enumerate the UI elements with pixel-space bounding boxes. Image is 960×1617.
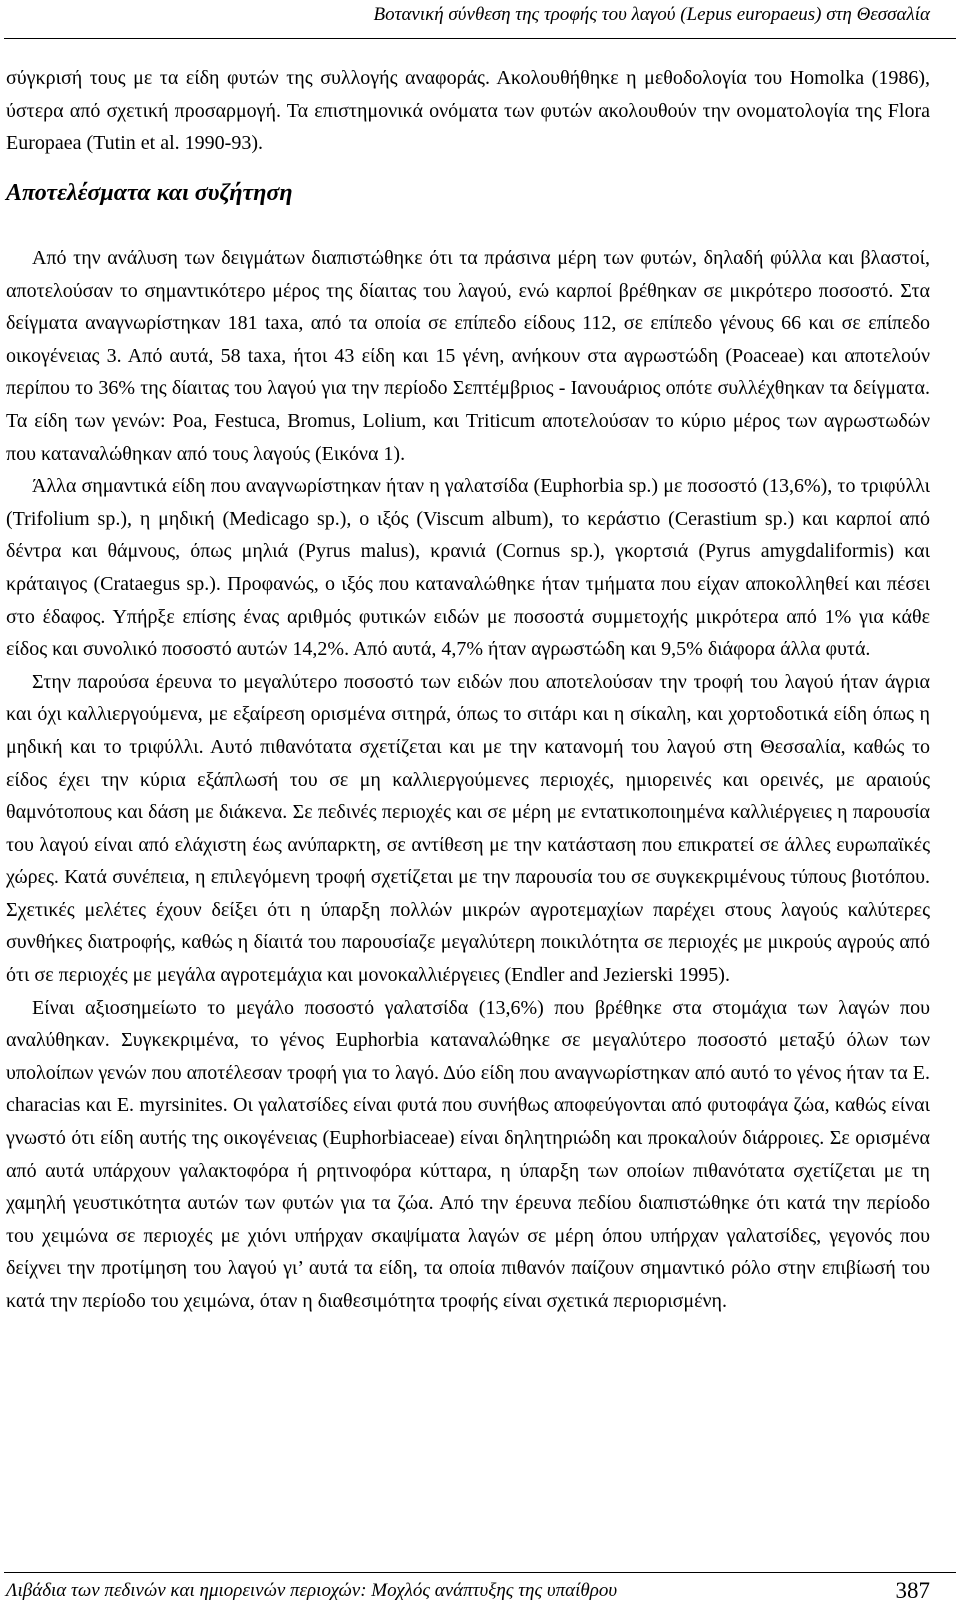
intro-paragraph: σύγκρισή τους με τα είδη φυτών της συλλογής αναφοράς. Ακολουθήθηκε η μεθοδολογία του Homolka (1986), ύστερα από σχετική προσαρμογή. Τα επιστημονικά ονόματα των φυτών ακολουθούν την ονοματολογία της Flora Europaea (Tutin et al. 1990-93).: [6, 67, 930, 155]
running-footer: Λιβάδια των πεδινών και ημιορεινών περιοχών: Μοχλός ανάπτυξης της υπαίθρου: [6, 1580, 618, 1601]
running-header: Βοτανική σύνθεση της τροφής του λαγού (Lepus europaeus) στη Θεσσαλία: [373, 4, 930, 25]
page-number: 387: [895, 1578, 930, 1603]
header-divider: [4, 38, 956, 39]
paragraph-1: Από την ανάλυση των δειγμάτων διαπιστώθηκε ότι τα πράσινα μέρη των φυτών, δηλαδή φύλλα και βλαστοί, αποτελούσαν το σημαντικότερο μέρος της δίαιτας του λαγού, ενώ καρποί βρέθηκαν σε μικρότερο ποσοστό. Στα δείγματα αναγνωρίστηκαν 181 taxa, από τα οποία σε επίπεδο είδους 112, σε επίπεδο γένους 66 και σε επίπεδο οικογένειας 3. Από αυτά, 58 taxa, ήτοι 43 είδη και 15 γένη, ανήκουν στα αγρωστώδη (Poaceae) και αποτελούν περίπου το 36% της δίαιτας του λαγού για την περίοδο Σεπτέμβριος - Ιανουάριος οπότε συλλέχθηκαν τα δείγματα. Τα είδη των γενών: Poa, Festuca, Bromus, Lolium, και Triticum αποτελούσαν το κύριο μέρος των αγρωστωδών που καταναλώθηκαν από τους λαγούς (Εικόνα 1).: [6, 247, 930, 465]
footer-divider: [4, 1572, 956, 1573]
paragraph-3: Στην παρούσα έρευνα το μεγαλύτερο ποσοστό των ειδών που αποτελούσαν την τροφή του λαγού ήταν άγρια και όχι καλλιεργούμενα, με εξαίρεση ορισμένα σιτηρά, όπως το σιτάρι και η σίκαλη, και χορτοδοτικά είδη όπως η μηδική και το τριφύλλι. Αυτό πιθανότατα σχετίζεται και με την κατανομή του λαγού στη Θεσσαλία, καθώς το είδος έχει την κύρια εξάπλωσή του σε μη καλλιεργούμενες περιοχές, ημιορεινές και ορεινές, με αραιούς θαμνότοπους και δάση με διάκενα. Σε πεδινές περιοχές και σε μέρη με εντατικοποιημένα καλλιέργειες η παρουσία του λαγού είναι από ελάχιστη έως ανύπαρκτη, σε αντίθεση με την κατάσταση που επικρατεί σε άλλες ευρωπαϊκές χώρες. Κατά συνέπεια, η επιλεγόμενη τροφή σχετίζεται με την παρουσία του σε συγκεκριμένους τύπους βιοτόπου. Σχετικές μελέτες έχουν δείξει ότι η ύπαρξη πολλών μικρών αγροτεμαχίων παρέχει στους λαγούς καλύτερες συνθήκες διατροφής, καθώς η δίαιτά του παρουσίαζε μεγαλύτερη ποικιλότητα σε περιοχές με μικρούς αγρούς από ότι σε περιοχές με μεγάλα αγροτεμάχια και μονοκαλλιέργειες (Endler and Jezierski 1995).: [6, 670, 930, 987]
section-heading: Αποτελέσματα και συζήτηση: [6, 180, 293, 206]
intro-text-block: [6, 62, 930, 160]
paragraph-2: Άλλα σημαντικά είδη που αναγνωρίστηκαν ήταν η γαλατσίδα (Euphorbia sp.) με ποσοστό (13,6%), το τριφύλλι (Trifolium sp.), η μηδική (Medicago sp.), ο ιξός (Viscum album), το κεράστιο (Cerastium sp.) και καρποί από δέντρα και θάμνους, όπως μηλιά (Pyrus malus), κρανιά (Cornus sp.), γκορτσιά (Pyrus amygdaliformis) και κράταιγος (Crataegus sp.). Προφανώς, ο ιξός που καταναλώθηκε ήταν τμήματα που είχαν αποκολληθεί και πέσει στο έδαφος. Υπήρξε επίσης ένας αριθμός φυτικών ειδών με ποσοστά συμμετοχής μικρότερα από 1% για κάθε είδος και συνολικό ποσοστό αυτών 14,2%. Από αυτά, 4,7% ήταν αγρωστώδη και 9,5% διάφορα άλλα φυτά.: [6, 475, 930, 661]
results-text-block: [6, 242, 930, 1318]
paragraph-4: Είναι αξιοσημείωτο το μεγάλο ποσοστό γαλατσίδα (13,6%) που βρέθηκε στα στομάχια των λαγών που αναλύθηκαν. Συγκεκριμένα, το γένος Euphorbia καταναλώθηκε σε μεγαλύτερο ποσοστό μεταξύ όλων των υπολοίπων γενών που αποτέλεσαν τροφή για το λαγό. Δύο είδη που αναγνωρίστηκαν από αυτό το γένος ήταν τα E. characias και E. myrsinites. Οι γαλατσίδες είναι φυτά που συνήθως αποφεύγονται από φυτοφάγα ζώα, καθώς είναι γνωστό ότι είδη αυτής της οικογένειας (Euphorbiaceae) είναι δηλητηριώδη και προκαλούν διάρροιες. Σε ορισμένα από αυτά υπάρχουν γαλακτοφόρα ή ρητινοφόρα κύτταρα, η ύπαρξη των οποίων πιθανότατα σχετίζεται με τη χαμηλή γευστικότητα αυτών των φυτών για τα ζώα. Από την έρευνα πεδίου διαπιστώθηκε ότι κατά την περίοδο του χειμώνα σε περιοχές με χιόνι υπήρχαν σκαψίματα λαγών σε μέρη όπου υπήρχαν γαλατσίδες, γεγονός που δείχνει την προτίμηση του λαγού γι’ αυτά τα είδη, τα οποία πιθανόν παίζουν σημαντικό ρόλο στην επιβίωσή του κατά την περίοδο του χειμώνα, όταν η διαθεσιμότητα τροφής είναι σχετικά περιορισμένη.: [6, 996, 930, 1312]
